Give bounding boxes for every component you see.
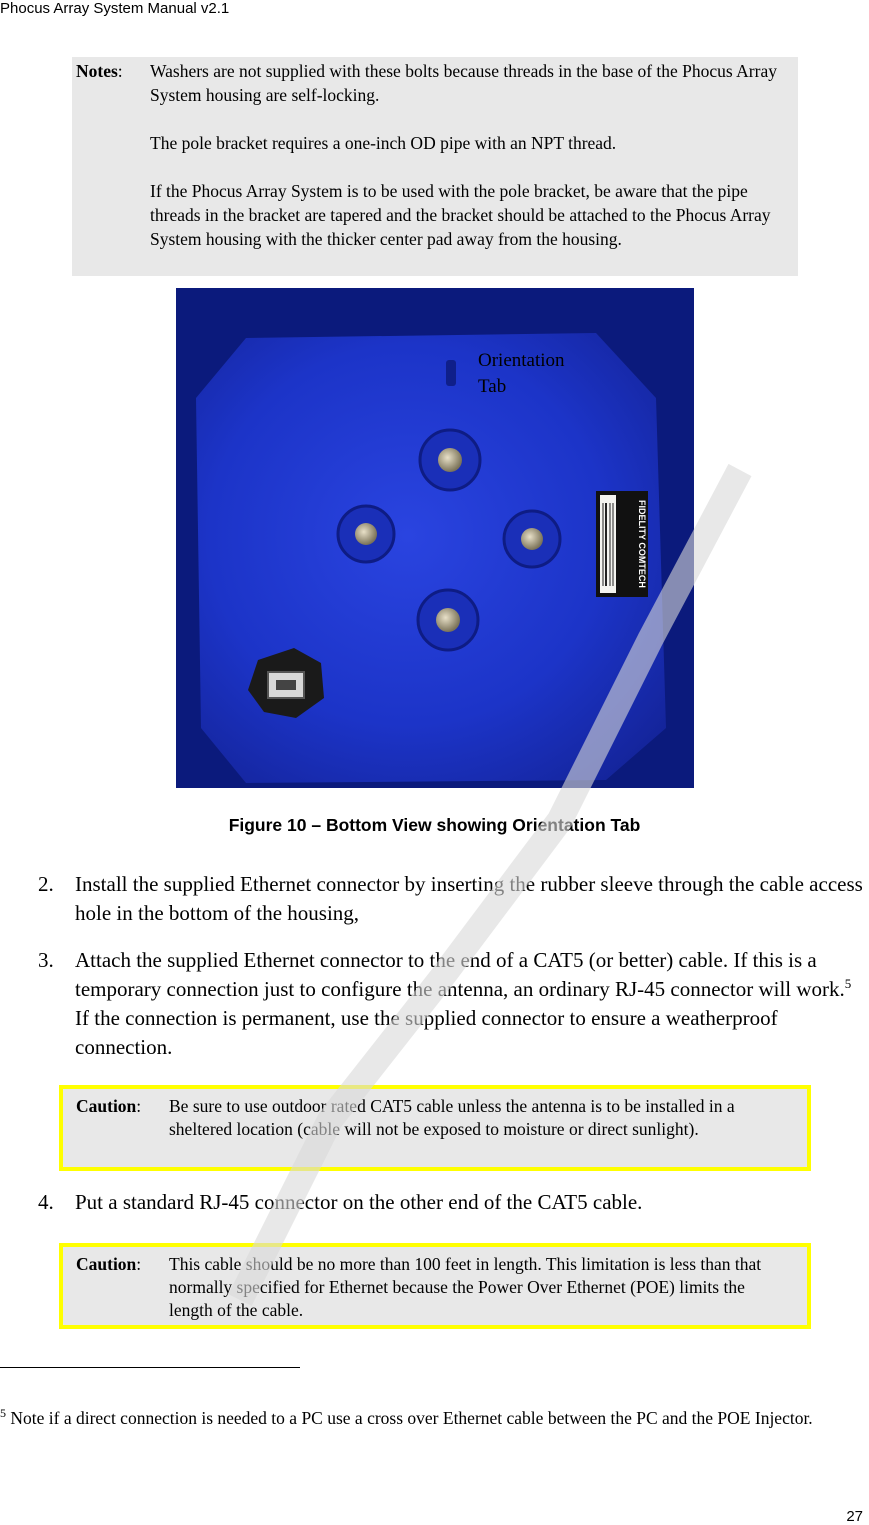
caution-box xyxy=(59,1085,811,1171)
annotation-line: Tab xyxy=(478,376,507,397)
orientation-tab xyxy=(446,360,456,386)
caution-text: This cable should be no more than 100 feet in length. This limitation is less than that normally specified for Ethernet because the Power Over Ethernet (POE) limits the length of the cable. xyxy=(169,1254,762,1320)
step-text: Install the supplied Ethernet connector by inserting the rubber sleeve through the cable access hole in the bottom of the housing, xyxy=(75,872,863,925)
caution-label: Caution: xyxy=(76,1096,142,1116)
orientation-annotation xyxy=(478,348,565,400)
page-number: 27 xyxy=(846,1508,863,1525)
page-header: Phocus Array System Manual v2.1 xyxy=(0,0,230,17)
annotation-line: Orientation xyxy=(478,350,565,371)
notes-paragraph: If the Phocus Array System is to be used with the pole bracket, be aware that the pipe threads in the bracket are tapered and the bracket should be attached to the Phocus Array System housing with the thicker center pad away from the housing. xyxy=(150,181,771,249)
step-text-part: Attach the supplied Ethernet connector to the end of a CAT5 (or better) cable. If this is a temporary connection just to configure the antenna, an ordinary RJ-45 connector will work. xyxy=(75,948,845,1001)
notes-label: Notes: xyxy=(76,61,123,81)
step-text: Put a standard RJ-45 connector on the other end of the CAT5 cable. xyxy=(75,1190,643,1214)
product-label-text: FIDELITY COMTECH xyxy=(637,500,647,588)
footnote xyxy=(0,1405,860,1431)
bolt xyxy=(418,590,478,650)
step-number: 3. xyxy=(38,948,54,972)
footnote-reference[interactable]: 5 xyxy=(844,976,852,991)
step-text xyxy=(75,946,865,1062)
notes-paragraph: Washers are not supplied with these bolts because threads in the base of the Phocus Array System housing are self-locking. xyxy=(150,61,777,105)
bolt xyxy=(504,511,560,567)
notes-paragraph: The pole bracket requires a one-inch OD pipe with an NPT thread. xyxy=(150,133,617,153)
step-text-part: If the connection is permanent, use the supplied connector to ensure a weatherproof connection. xyxy=(75,1006,778,1059)
caution-label: Caution: xyxy=(76,1254,142,1274)
housing-bottom-photo xyxy=(176,288,694,788)
figure-caption: Figure 10 – Bottom View showing Orientation Tab xyxy=(228,815,641,835)
caution-text: Be sure to use outdoor rated CAT5 cable unless the antenna is to be installed in a sheltered location (cable will not be exposed to moisture or direct sunlight). xyxy=(169,1096,735,1139)
notes-body xyxy=(150,59,795,275)
caution-box xyxy=(59,1243,811,1329)
housing-body xyxy=(196,333,666,783)
housing-illustration xyxy=(176,288,694,788)
notes-box xyxy=(72,57,798,276)
step-number: 4. xyxy=(38,1190,54,1214)
step-number: 2. xyxy=(38,872,54,896)
footnote-separator xyxy=(0,1367,300,1368)
footnote-number: 5 xyxy=(0,1406,6,1421)
bolt xyxy=(338,506,394,562)
footnote-text: Note if a direct connection is needed to a PC use a cross over Ethernet cable between the PC and the POE Injector. xyxy=(6,1408,813,1428)
bolt xyxy=(420,430,480,490)
